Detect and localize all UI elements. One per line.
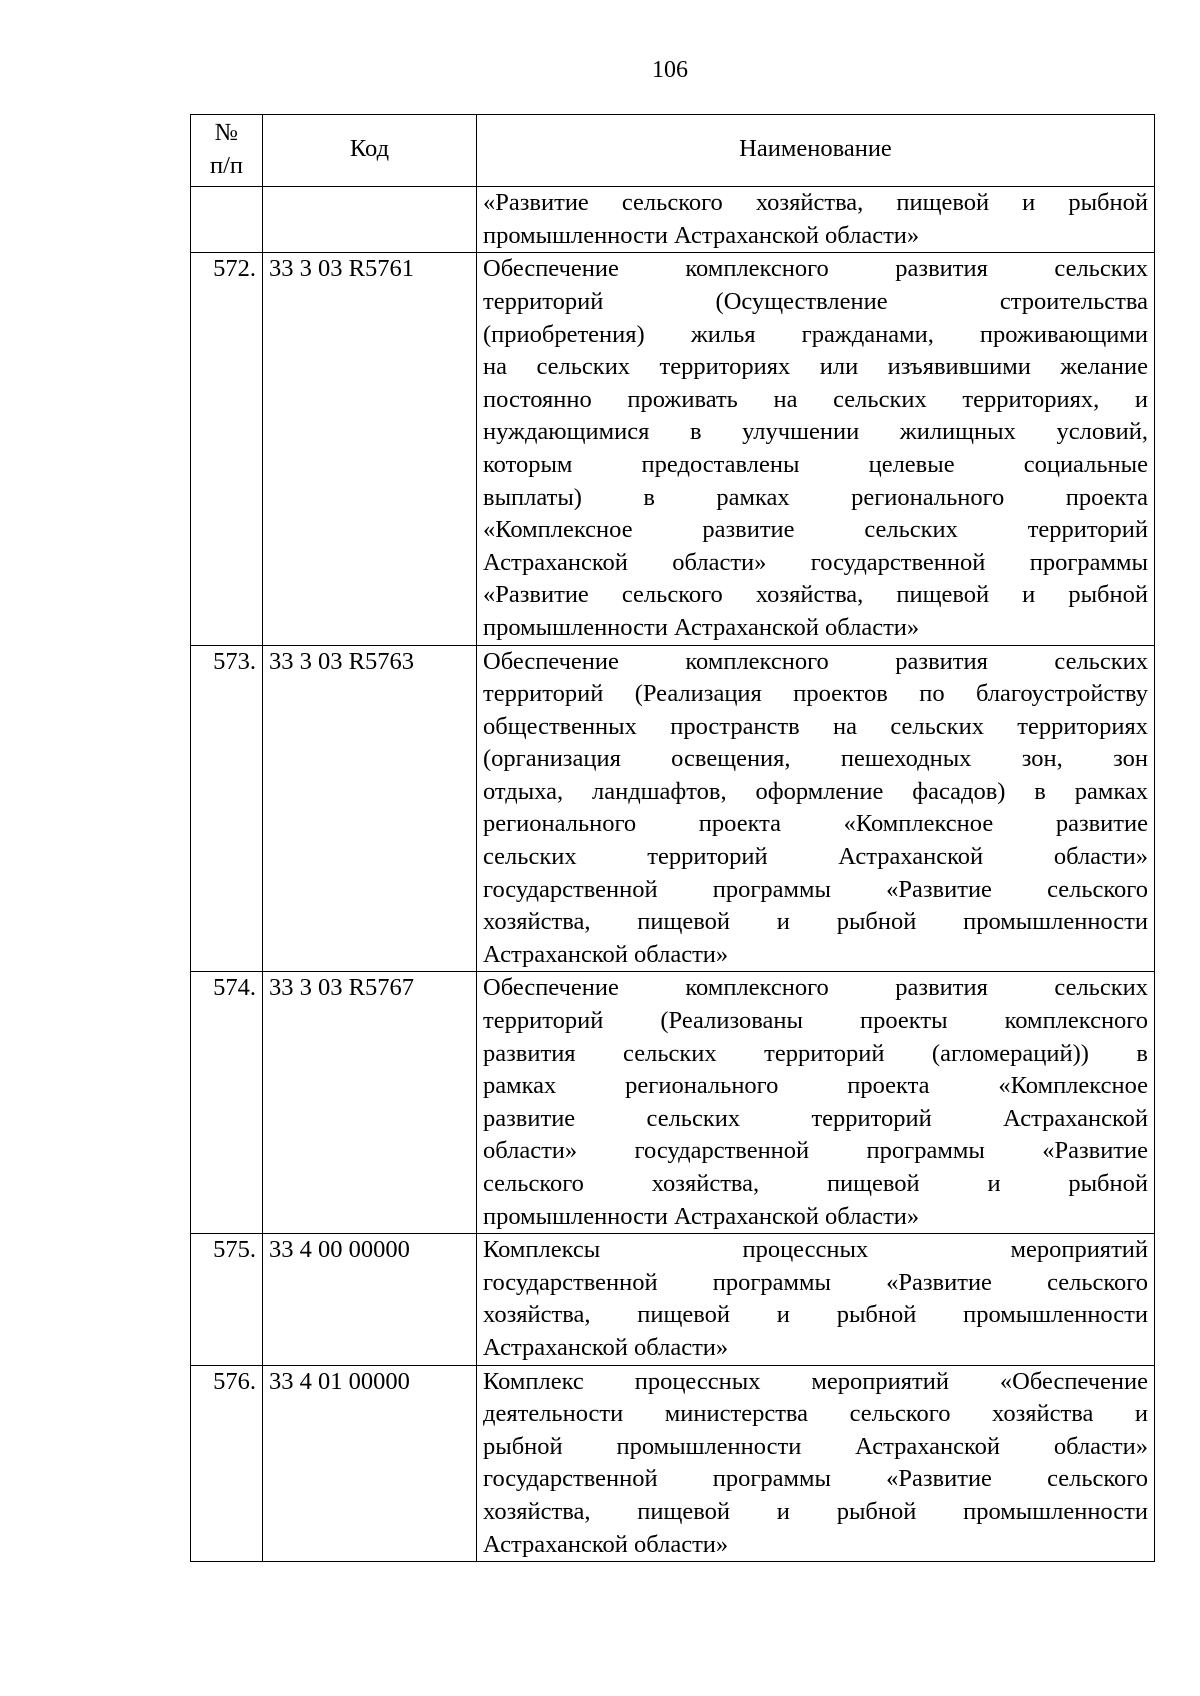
continuation-code-cell <box>263 187 477 253</box>
name-line: промышленности Астраханской области» <box>483 221 920 249</box>
name-line: Обеспечение комплексного развития сельских <box>483 974 1148 1002</box>
table-header-row <box>191 115 1155 187</box>
name-line: Астраханской области» <box>483 940 729 968</box>
row-number-cell: 573. <box>191 645 263 972</box>
name-line: на сельских территориях или изъявившими желание <box>483 353 1148 381</box>
row-number-cell: 575. <box>191 1234 263 1365</box>
name-line: государственной программы «Развитие сельского <box>483 875 1148 903</box>
row-code-cell: 33 3 03 R5763 <box>263 645 477 972</box>
name-line: развития сельских территорий (агломераций)) в <box>483 1039 1148 1067</box>
name-line: общественных пространств на сельских территориях <box>483 712 1148 740</box>
header-name: Наименование <box>477 115 1155 187</box>
header-num: № п/п <box>191 115 263 187</box>
page-number: 106 <box>652 57 688 83</box>
name-line: хозяйства, пищевой и рыбной промышленности <box>483 1497 1148 1525</box>
row-code-cell: 33 3 03 R5767 <box>263 972 477 1234</box>
name-line: территорий (Реализация проектов по благоустройству <box>483 680 1148 708</box>
name-line: развитие сельских территорий Астраханской <box>483 1104 1148 1132</box>
name-line: нуждающимися в улучшении жилищных условий, <box>483 418 1148 446</box>
name-line: которым предоставлены целевые социальные <box>483 450 1148 478</box>
name-line: промышленности Астраханской области» <box>483 613 920 641</box>
row-code-cell: 33 4 01 00000 <box>263 1365 477 1562</box>
table-row <box>191 972 1155 1234</box>
name-line: «Комплексное развитие сельских территорий <box>483 516 1148 544</box>
row-name-cell <box>477 1234 1155 1365</box>
name-line: территорий (Реализованы проекты комплексного <box>483 1007 1148 1035</box>
name-line: (организация освещения, пешеходных зон, зон <box>483 745 1148 773</box>
row-name-cell <box>477 253 1155 645</box>
name-line: (приобретения) жилья гражданами, проживающими <box>483 320 1148 348</box>
name-line: постоянно проживать на сельских территориях, и <box>483 385 1148 413</box>
row-number-cell: 574. <box>191 972 263 1234</box>
name-line: государственной программы «Развитие сельского <box>483 1465 1148 1493</box>
name-line: Астраханской области» <box>483 1530 729 1558</box>
name-line: государственной программы «Развитие сельского <box>483 1268 1148 1296</box>
name-line: регионального проекта «Комплексное развитие <box>483 810 1148 838</box>
table-row <box>191 1365 1155 1562</box>
name-line: сельского хозяйства, пищевой и рыбной <box>483 1170 1148 1197</box>
name-line: рамках регионального проекта «Комплексное <box>483 1072 1148 1100</box>
name-line: промышленности Астраханской области» <box>483 1202 920 1230</box>
code-table <box>190 114 1155 1562</box>
continuation-row <box>191 187 1155 253</box>
name-line: Комплекс процессных мероприятий «Обеспечение <box>483 1367 1148 1395</box>
name-line: хозяйства, пищевой и рыбной промышленности <box>483 1301 1148 1329</box>
name-line: «Развитие сельского хозяйства, пищевой и рыбной <box>483 581 1148 609</box>
name-line: Астраханской области» государственной программы <box>483 548 1148 576</box>
row-name-cell <box>477 645 1155 972</box>
table-row <box>191 253 1155 645</box>
name-line: Комплексы процессных мероприятий <box>483 1236 1148 1264</box>
name-line: «Развитие сельского хозяйства, пищевой и рыбной <box>483 189 1148 217</box>
row-name-cell <box>477 972 1155 1234</box>
name-line: хозяйства, пищевой и рыбной промышленности <box>483 908 1148 936</box>
name-line: рыбной промышленности Астраханской области» <box>483 1432 1148 1460</box>
name-line: области» государственной программы «Развитие <box>483 1137 1148 1165</box>
name-line: Обеспечение комплексного развития сельских <box>483 255 1148 283</box>
row-number-cell: 576. <box>191 1365 263 1562</box>
name-line: отдыха, ландшафтов, оформление фасадов) в рамках <box>483 777 1148 805</box>
row-name-cell <box>477 1365 1155 1562</box>
name-line: Обеспечение комплексного развития сельских <box>483 647 1148 675</box>
name-line: Астраханской области» <box>483 1333 729 1361</box>
row-code-cell: 33 4 00 00000 <box>263 1234 477 1365</box>
name-line: деятельности министерства сельского хозяйства и <box>483 1400 1148 1428</box>
row-number-cell: 572. <box>191 253 263 645</box>
name-line: выплаты) в рамках регионального проекта <box>483 483 1148 511</box>
header-code: Код <box>263 115 477 187</box>
name-line: сельских территорий Астраханской области» <box>483 843 1148 871</box>
name-line: территорий (Осуществление строительства <box>483 287 1148 315</box>
row-code-cell: 33 3 03 R5761 <box>263 253 477 645</box>
continuation-name-cell <box>477 187 1155 253</box>
table-row <box>191 1234 1155 1365</box>
continuation-num-cell <box>191 187 263 253</box>
table-row <box>191 645 1155 972</box>
